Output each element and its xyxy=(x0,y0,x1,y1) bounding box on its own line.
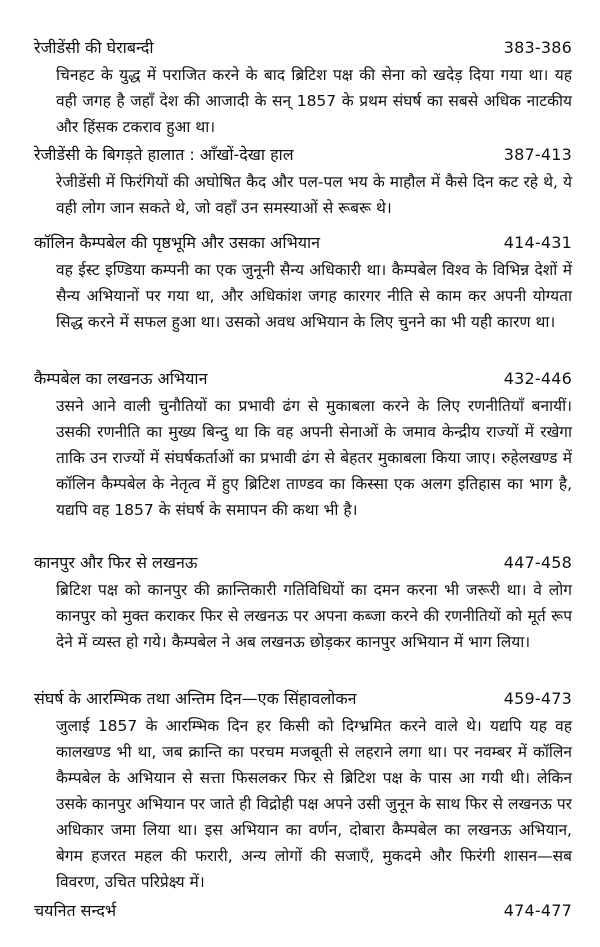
entry-heading xyxy=(34,687,572,711)
toc-entry xyxy=(34,687,572,895)
entry-page-range: 383-386 xyxy=(503,38,572,57)
entry-description: चिनहट के युद्ध में पराजित करने के बाद ब्रिटिश पक्ष की सेना को खदेड़ दिया गया था। यह वही जगह है जहाँ देश की आजादी के सन् 1857 के प्रथम संघर्ष का सबसे अधिक नाटकीय और हिंसक टकराव हुआ था। xyxy=(56,66,572,136)
entry-title: कॉलिन कैम्पबेल की पृष्ठभूमि और उसका अभियान xyxy=(34,233,321,252)
entry-description: ब्रिटिश पक्ष को कानपुर की क्रान्तिकारी गतिविधियों का दमन करना भी जरूरी था। वे लोग कानपुर को मुक्त कराकर फिर से लखनऊ पर अपना कब्जा करने की रणनीतियों को मूर्त रूप देने में व्यस्त हो गये। कैम्पबेल ने अब लखनऊ छोड़कर कानपुर अभियान में भाग लिया। xyxy=(56,581,572,651)
entry-page-range: 414-431 xyxy=(503,233,572,252)
entry-heading xyxy=(34,899,572,923)
entry-page-range: 474-477 xyxy=(503,901,572,920)
entry-description: उसने आने वाली चुनौतियों का प्रभावी ढंग से मुकाबला करने के लिए रणनीतियाँ बनायीं। उसकी रणनीति का मुख्य बिन्दु था कि वह अपनी सेनाओं के जमाव केन्द्रीय राज्यों में रखेगा ताकि उन राज्यों में संघर्षकर्ताओं का प्रभावी ढंग से बेहतर मुकाबला किया जाए। रुहेलखण्ड में कॉलिन कैम्पबेल के नेतृत्व में हुए ब्रिटिश ताण्डव का किस्सा एक अलग इतिहास का भाग है, यद्यपि वह 1857 के संघर्ष के समापन की कथा भी है। xyxy=(56,397,572,519)
toc-entry xyxy=(34,367,572,523)
entry-heading xyxy=(34,367,572,391)
entry-title: रेजीडेंसी की घेराबन्दी xyxy=(34,38,154,57)
entry-heading xyxy=(34,231,572,255)
entry-heading xyxy=(34,36,572,60)
toc-entry xyxy=(34,231,572,335)
entry-page-range: 447-458 xyxy=(503,553,572,572)
entry-page-range: 387-413 xyxy=(503,145,572,164)
toc-entry xyxy=(34,143,572,221)
entry-description: जुलाई 1857 के आरम्भिक दिन हर किसी को दिग्भ्रमित करने वाले थे। यद्यपि यह वह कालखण्ड भी था, जब क्रान्ति का परचम मजबूती से लहराने लगा था। पर नवम्बर में कॉलिन कैम्पबेल के अभियान से सत्ता फिसलकर फिर से ब्रिटिश पक्ष के पास आ गयी थी। लेकिन उसके कानपुर अभियान पर जाते ही विद्रोही पक्ष अपने उसी जुनून के साथ फिर से लखनऊ पर अधिकार जमा लिया था। इस अभियान का वर्णन, दोबारा कैम्पबेल का लखनऊ अभियान, बेगम हजरत महल की फरारी, अन्य लोगों की सजाएँ, मुकदमे और फिरंगी शासन—सब विवरण, उचित परिप्रेक्ष्य में। xyxy=(56,717,572,891)
entry-description: वह ईस्ट इण्डिया कम्पनी का एक जुनूनी सैन्य अधिकारी था। कैम्पबेल विश्व के विभिन्न देशों में सैन्य अभियानों पर गया था, और अधिकांश जगह कारगर नीति से काम कर अपनी योग्यता सिद्ध करने में सफल हुआ था। उसको अवध अभियान के लिए चुनने का भी यही कारण था। xyxy=(56,261,572,331)
entry-title: कानपुर और फिर से लखनऊ xyxy=(34,553,198,572)
entry-page-range: 459-473 xyxy=(503,689,572,708)
entry-heading xyxy=(34,551,572,575)
entry-title: रेजीडेंसी के बिगड़ते हालात : आँखों-देखा हाल xyxy=(34,145,294,164)
toc-entry xyxy=(34,36,572,140)
entry-page-range: 432-446 xyxy=(503,369,572,388)
toc-entry xyxy=(34,551,572,655)
toc-entry xyxy=(34,899,572,923)
entry-description: रेजीडेंसी में फिरंगियों की अघोषित कैद और पल-पल भय के माहौल में कैसे दिन कट रहे थे, ये वही लोग जान सकते थे, जो वहाँ उन समस्याओं से रूबरू थे। xyxy=(56,173,572,217)
entry-title: संघर्ष के आरम्भिक तथा अन्तिम दिन—एक सिंहावलोकन xyxy=(34,689,357,708)
entry-title: चयनित सन्दर्भ xyxy=(34,901,117,920)
entry-title: कैम्पबेल का लखनऊ अभियान xyxy=(34,369,208,388)
entry-heading xyxy=(34,143,572,167)
